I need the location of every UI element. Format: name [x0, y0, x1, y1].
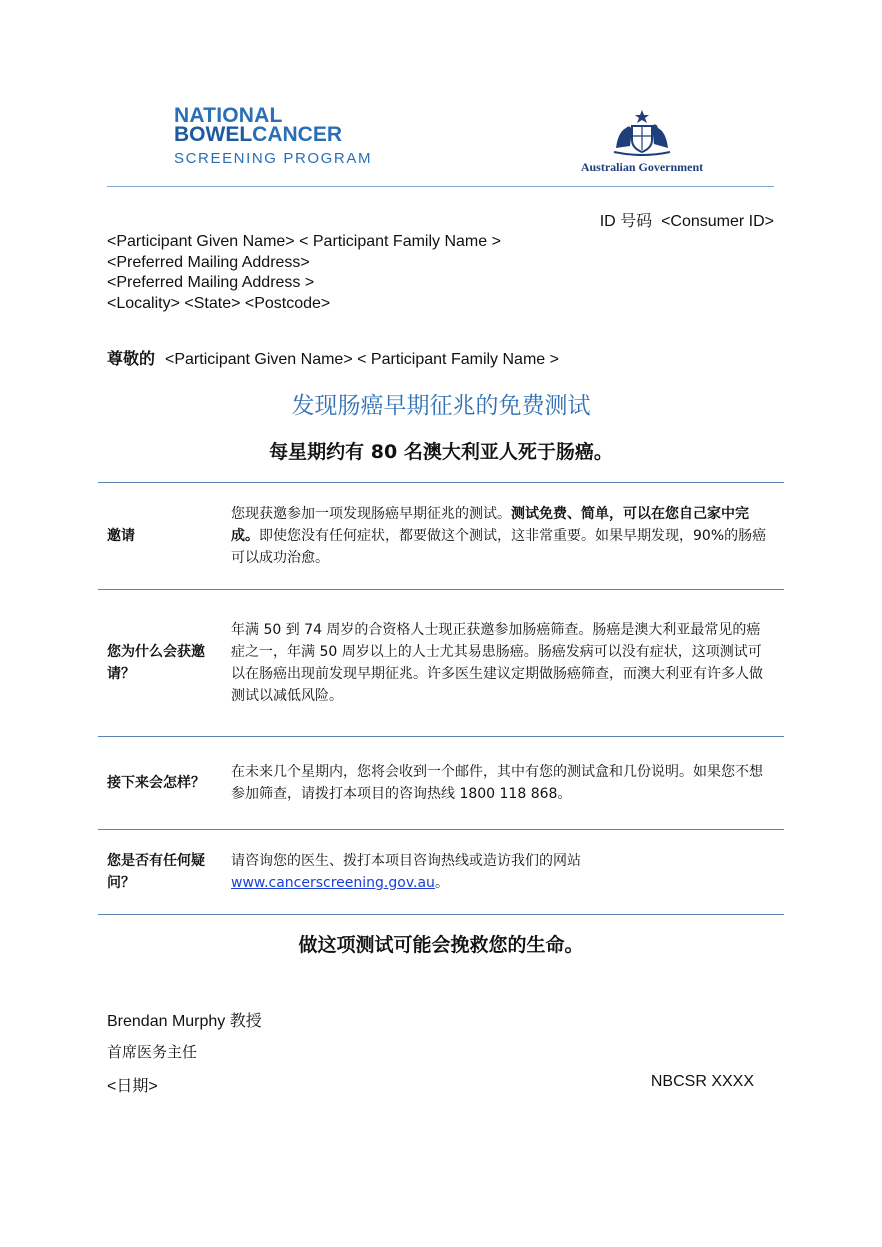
logo-word-cancer: CANCER: [252, 123, 342, 146]
info-row-body: 年满 50 到 74 周岁的合资格人士现正获邀参加肠癌筛查。肠癌是澳大利亚最常见的癌症之一，年满 50 周岁以上的人士尤其易患肠癌。肠癌发病可以没有症状，这项测试可以在肠癌出现前发现早期征兆。许多医生建议定期做肠癌筛查，而澳大利亚有许多人做测试以减低风险。: [231, 622, 763, 704]
address-mailing-line-1: <Preferred Mailing Address>: [107, 253, 310, 271]
invitation-text-bold: 测试免费、简单，可以在您自己家中完成。: [231, 506, 749, 544]
logo-line-bowel-cancer: [174, 125, 374, 144]
info-row-heading: 您为什么会获邀请？: [107, 644, 205, 682]
invitation-text-rest: 即使您没有任何症状，都要做这个测试，这非常重要。如果早期发现，90%的肠癌可以成功治愈。: [231, 528, 767, 566]
signatory-name: Brendan Murphy 教授: [107, 1013, 262, 1030]
consumer-id-label: ID 号码: [599, 213, 653, 230]
address-mailing-line-2: <Preferred Mailing Address >: [107, 274, 315, 291]
address-locality-line: <Locality> <State> <Postcode>: [107, 294, 331, 312]
program-logo: [174, 106, 374, 170]
info-row-body: [231, 503, 784, 569]
letter-reference: NBCSR XXXX: [650, 1073, 754, 1090]
salutation-label: 尊敬的: [107, 351, 156, 368]
invitation-text-intro: 您现获邀参加一项发现肠癌早期征兆的测试。: [231, 506, 511, 522]
letter-title: 发现肠癌早期征兆的免费测试: [291, 393, 591, 419]
questions-suffix: 。: [434, 875, 449, 891]
government-name: Australian Government: [580, 160, 704, 174]
address-name-line: <Participant Given Name> < Participant Family Name >: [107, 233, 501, 250]
info-row-invitation: [98, 482, 784, 589]
signatory-title: 首席医务主任: [107, 1043, 198, 1061]
logo-line-screening-program: SCREENING PROGRAM: [174, 150, 373, 167]
salutation-name: <Participant Given Name> < Participant Family Name >: [165, 351, 559, 368]
info-row-body: [231, 850, 784, 894]
info-row-heading: 邀请: [107, 528, 135, 544]
consumer-id-value: <Consumer ID>: [661, 213, 774, 230]
government-logo: [572, 108, 712, 172]
website-link[interactable]: www.cancerscreening.gov.au: [231, 875, 435, 891]
commonwealth-coat-of-arms-icon: [606, 108, 678, 158]
info-row-questions: [98, 829, 784, 915]
info-table: [98, 482, 784, 915]
consumer-id-line: [600, 208, 774, 231]
info-row-body: 在未来几个星期内，您将会收到一个邮件，其中有您的测试盒和几份说明。如果您不想参加筛查，请拨打本项目的咨询热线 1800 118 868。: [231, 764, 763, 802]
letter-date: <日期>: [107, 1078, 158, 1095]
questions-text: 请咨询您的医生、拨打本项目咨询热线或造访我们的网站: [231, 853, 581, 869]
closing-statement: 做这项测试可能会挽救您的生命。: [298, 934, 584, 956]
recipient-address: [107, 232, 501, 314]
salutation: [107, 346, 559, 369]
info-row-heading: 您是否有任何疑问？: [107, 853, 205, 891]
letter-subtitle: 每星期约有 80 名澳大利亚人死于肠癌。: [269, 441, 613, 463]
info-row-what-next: [98, 736, 784, 829]
info-row-heading: 接下来会怎样？: [107, 775, 205, 791]
logo-word-bowel: BOWEL: [174, 123, 253, 146]
info-row-why-invited: [98, 589, 784, 736]
header-divider: [107, 186, 774, 187]
logo-line-national: NATIONAL: [174, 104, 283, 127]
